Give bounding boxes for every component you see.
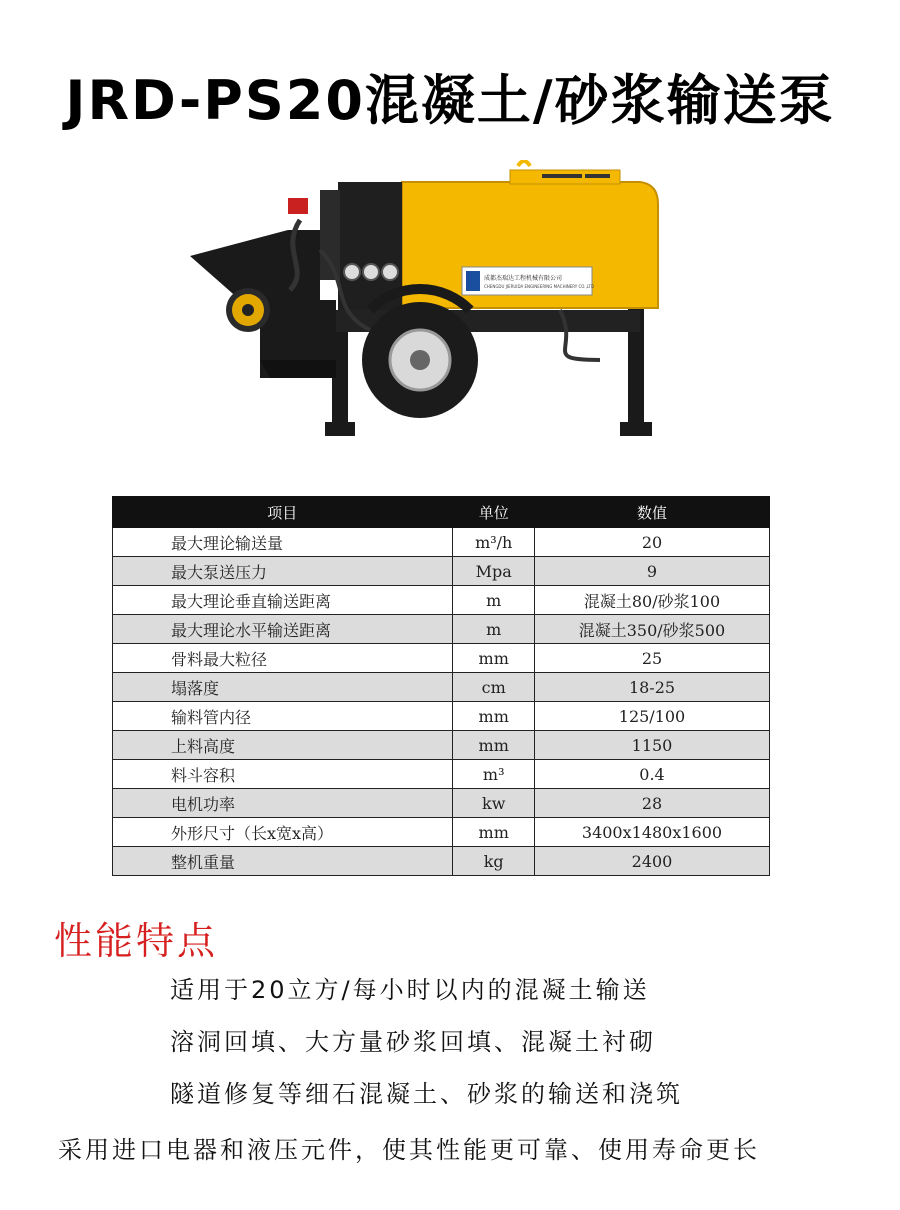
spec-table <box>112 496 770 876</box>
spec-name: 最大理论垂直输送距离 <box>113 586 453 615</box>
spec-unit: cm <box>453 673 535 702</box>
spec-value: 2400 <box>535 847 770 876</box>
spec-unit: mm <box>453 644 535 673</box>
table-row <box>113 644 770 673</box>
table-row <box>113 557 770 586</box>
spec-name: 电机功率 <box>113 789 453 818</box>
header-unit: 单位 <box>453 497 535 528</box>
table-row <box>113 673 770 702</box>
spec-name: 最大理论水平输送距离 <box>113 615 453 644</box>
spec-value: 0.4 <box>535 760 770 789</box>
spec-unit: kg <box>453 847 535 876</box>
nameplate-company-en: CHENGDU JIERUIDA ENGINEERING MACHINERY CO.,LTD <box>484 284 595 289</box>
spec-unit: Mpa <box>453 557 535 586</box>
spec-value: 混凝土80/砂浆100 <box>535 586 770 615</box>
feature-line: 溶洞回填、大方量砂浆回填、混凝土衬砌 <box>170 1028 656 1056</box>
table-row <box>113 702 770 731</box>
table-row <box>113 847 770 876</box>
spec-unit: kw <box>453 789 535 818</box>
features-heading: 性能特点 <box>54 919 219 963</box>
nameplate-company-cn: 成都杰瑞达工程机械有限公司 <box>484 275 563 282</box>
spec-name: 外形尺寸（长x宽x高） <box>113 818 453 847</box>
concrete-pump-image <box>180 160 680 450</box>
spec-name: 最大理论输送量 <box>113 528 453 557</box>
spec-value: 9 <box>535 557 770 586</box>
spec-name: 骨料最大粒径 <box>113 644 453 673</box>
page-title: JRD-PS20混凝土/砂浆输送泵 <box>65 69 835 132</box>
header-value: 数值 <box>535 497 770 528</box>
table-header-row <box>113 497 770 528</box>
spec-name: 整机重量 <box>113 847 453 876</box>
table-row <box>113 528 770 557</box>
spec-value: 3400x1480x1600 <box>535 818 770 847</box>
spec-value: 125/100 <box>535 702 770 731</box>
table-row <box>113 818 770 847</box>
spec-value: 28 <box>535 789 770 818</box>
spec-unit: mm <box>453 731 535 760</box>
spec-name: 最大泵送压力 <box>113 557 453 586</box>
table-row <box>113 789 770 818</box>
spec-value: 1150 <box>535 731 770 760</box>
feature-line: 采用进口电器和液压元件，使其性能更可靠、使用寿命更长 <box>58 1136 760 1164</box>
header-item: 项目 <box>113 497 453 528</box>
feature-line: 适用于20立方/每小时以内的混凝土输送 <box>170 976 650 1004</box>
spec-value: 20 <box>535 528 770 557</box>
table-row <box>113 586 770 615</box>
spec-value: 混凝土350/砂浆500 <box>535 615 770 644</box>
spec-value: 18-25 <box>535 673 770 702</box>
table-row <box>113 615 770 644</box>
spec-name: 输料管内径 <box>113 702 453 731</box>
spec-name: 塌落度 <box>113 673 453 702</box>
spec-unit: m <box>453 615 535 644</box>
spec-unit: mm <box>453 702 535 731</box>
feature-line: 隧道修复等细石混凝土、砂浆的输送和浇筑 <box>170 1080 683 1108</box>
spec-unit: mm <box>453 818 535 847</box>
spec-value: 25 <box>535 644 770 673</box>
spec-unit: m³/h <box>453 528 535 557</box>
spec-unit: m <box>453 586 535 615</box>
spec-name: 上料高度 <box>113 731 453 760</box>
table-row <box>113 731 770 760</box>
spec-unit: m³ <box>453 760 535 789</box>
spec-name: 料斗容积 <box>113 760 453 789</box>
table-row <box>113 760 770 789</box>
